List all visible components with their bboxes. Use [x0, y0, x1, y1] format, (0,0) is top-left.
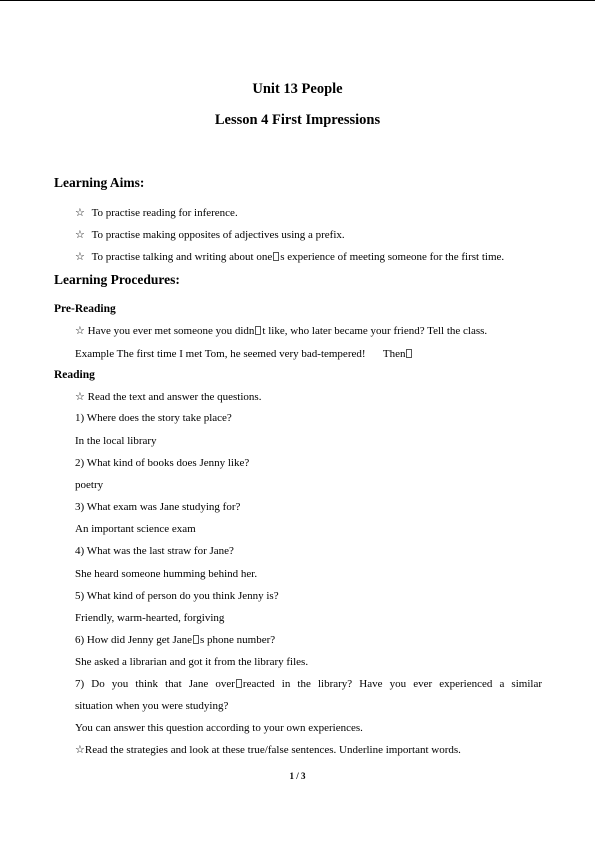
reading-heading: Reading	[54, 369, 95, 381]
question-text: 7) Do you think that Jane over	[75, 678, 235, 690]
question-7-cont: situation when you were studying?	[75, 700, 229, 712]
aim-text: s experience of meeting someone for the first time.	[280, 251, 505, 263]
question-text: 6) How did Jenny get Jane	[75, 634, 193, 646]
question-3: 3) What exam was Jane studying for?	[75, 501, 241, 513]
answer-7: You can answer this question according to your own experiences.	[75, 722, 363, 734]
lesson-subtitle: Lesson 4 First Impressions	[214, 112, 381, 128]
page-title: Unit 13 People	[252, 81, 343, 97]
question-text: Have you ever met someone you didn	[87, 325, 255, 337]
answer-2: poetry	[75, 479, 104, 491]
pre-reading-heading: Pre-Reading	[54, 303, 116, 315]
question-4: 4) What was the last straw for Jane?	[75, 545, 234, 557]
answer-5: Friendly, warm-hearted, forgiving	[75, 612, 225, 624]
question-5: 5) What kind of person do you think Jenny is?	[75, 590, 279, 602]
aim-item	[75, 206, 238, 219]
question-7	[75, 678, 542, 690]
answer-6: She asked a librarian and got it from the library files.	[75, 656, 309, 668]
star-icon: ☆	[75, 229, 85, 241]
then-text: Then	[382, 348, 406, 360]
example-line	[75, 348, 413, 360]
question-text: s phone number?	[200, 634, 276, 646]
star-icon: ☆	[75, 251, 85, 263]
question-6	[75, 634, 275, 646]
question-text: reacted in the library? Have you ever experienced a similar	[242, 678, 542, 690]
star-icon: ☆	[75, 207, 85, 219]
question-2: 2) What kind of books does Jenny like?	[75, 457, 250, 469]
aim-item	[75, 250, 504, 263]
question-1: 1) Where does the story take place?	[75, 412, 232, 424]
missing-glyph-icon	[236, 679, 242, 688]
answer-4: She heard someone humming behind her.	[75, 568, 258, 580]
aim-text: To practise reading for inference.	[91, 207, 238, 219]
pre-reading-question	[75, 324, 487, 337]
learning-aims-heading: Learning Aims:	[54, 175, 145, 190]
strategies-text: Read the strategies and look at these true/false sentences. Underline important words.	[84, 744, 461, 756]
missing-glyph-icon	[406, 349, 412, 358]
answer-1: In the local library	[75, 435, 157, 447]
star-icon: ☆	[75, 391, 85, 403]
star-icon: ☆	[75, 325, 85, 337]
reading-intro	[75, 390, 261, 403]
star-icon: ☆	[75, 744, 85, 756]
example-text: Example The first time I met Tom, he seemed very bad-tempered!	[75, 348, 366, 360]
top-border-line	[0, 0, 595, 1]
missing-glyph-icon	[273, 252, 279, 261]
aim-text: To practise talking and writing about one	[91, 251, 273, 263]
strategies-instruction	[75, 743, 461, 756]
missing-glyph-icon	[255, 326, 261, 335]
intro-text: Read the text and answer the questions.	[87, 391, 262, 403]
question-text: t like, who later became your friend? Tell the class.	[262, 325, 488, 337]
answer-3: An important science exam	[75, 523, 196, 535]
aim-text: To practise making opposites of adjectives using a prefix.	[91, 229, 345, 241]
missing-glyph-icon	[193, 635, 199, 644]
aim-item	[75, 228, 345, 241]
learning-procedures-heading: Learning Procedures:	[54, 272, 180, 287]
page-number: 1 / 3	[289, 771, 306, 781]
